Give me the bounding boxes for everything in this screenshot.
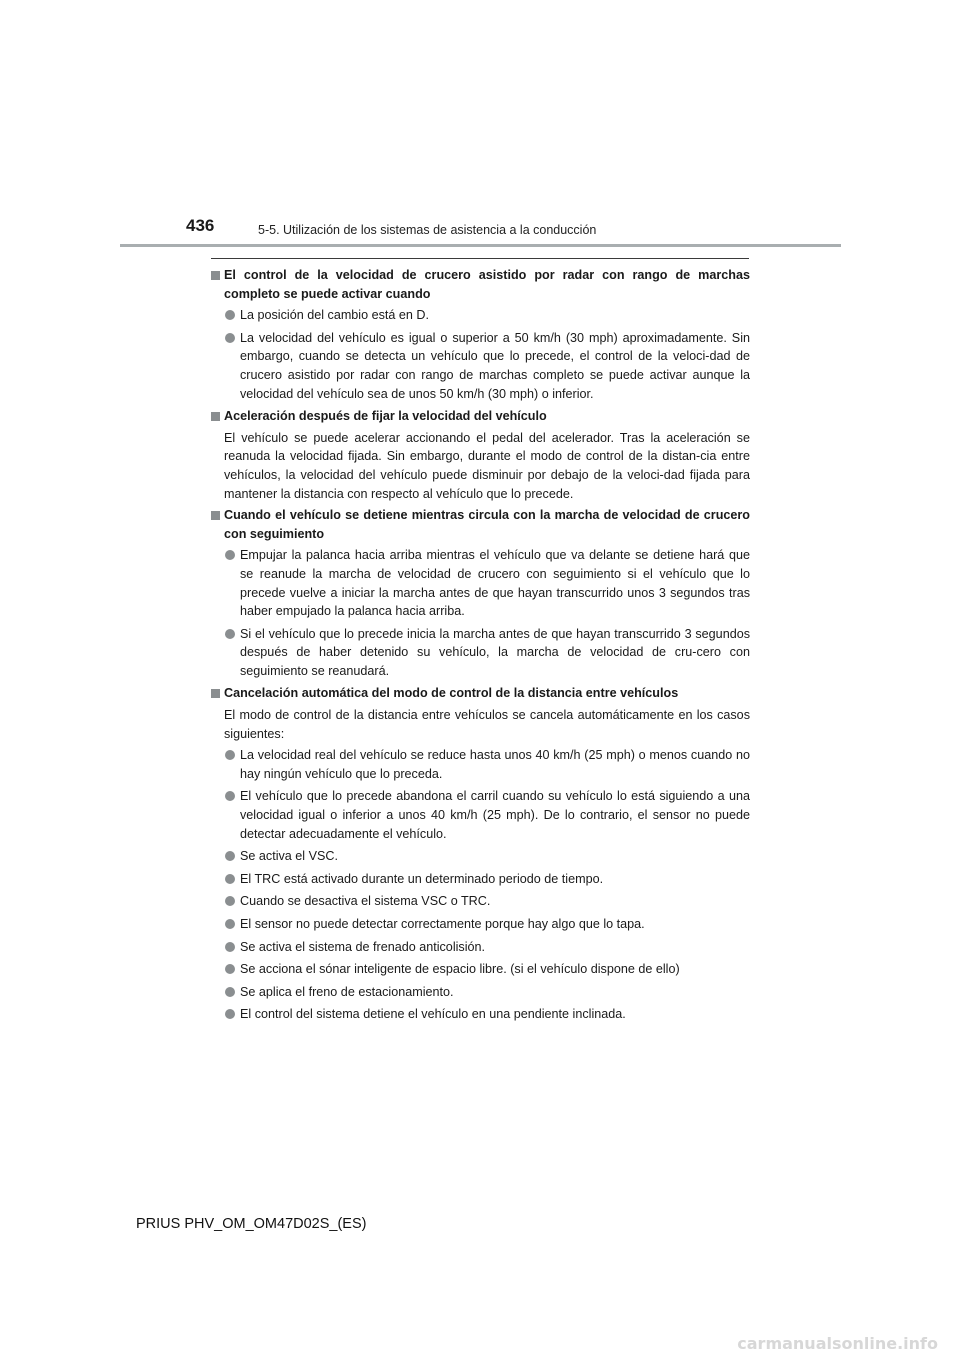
list-item-text: La velocidad real del vehículo se reduce hasta unos 40 km/h (25 mph) o menos cuando no hay ningún vehículo que lo preceda. [240, 748, 750, 781]
circle-bullet-icon [225, 1009, 235, 1019]
square-bullet-icon [211, 271, 220, 280]
list-item [210, 960, 750, 979]
list-item [210, 625, 750, 681]
section-title-text: Aceleración después de fijar la velocidad del vehículo [224, 409, 547, 424]
list-item-text: Se activa el VSC. [240, 849, 338, 864]
circle-bullet-icon [225, 987, 235, 997]
section-title [210, 506, 750, 543]
list-item [210, 746, 750, 783]
list-item-text: El sensor no puede detectar correctamente porque hay algo que lo tapa. [240, 917, 645, 931]
page-number: 436 [186, 216, 215, 235]
content-rule [211, 258, 749, 259]
list-item [210, 787, 750, 843]
list-item-text: Cuando se desactiva el sistema VSC o TRC. [240, 894, 491, 909]
content [210, 266, 750, 1028]
section-activation [210, 266, 750, 403]
list-item-text: La velocidad del vehículo es igual o superior a 50 km/h (30 mph) aproximadamente. Sin embargo, cuando se detecta un vehículo que lo precede, el control de la veloci-dad de crucero asistido por radar con rango de marchas completo se puede activar aunque la velocidad del vehículo sea de unos 50 km/h (30 mph) o inferior. [240, 330, 750, 401]
list-item-text: El TRC está activado durante un determinado periodo de tiempo. [240, 871, 604, 886]
watermark: carmanualsonline.info [737, 1334, 938, 1353]
list-item [210, 892, 750, 911]
section-title-text: Cancelación automática del modo de control de la distancia entre vehículos [224, 686, 679, 701]
paragraph: El vehículo se puede acelerar accionando el pedal del acelerador. Tras la aceleración se reanuda la velocidad fijada. Sin embargo, durante el modo de control de la distan-cia entre vehículos, la velocidad del vehículo puede disminuir por debajo de la veloci-dad fijada para mantener la distancia con respecto al vehículo que lo precede. [224, 430, 750, 501]
list-item [210, 847, 750, 866]
list-item-text: Si el vehículo que lo precede inicia la marcha antes de que hayan transcurrido 3 segundos después de haber detenido su vehículo, la marcha de velocidad de cru-cero con seguimiento se reanudará. [240, 626, 750, 678]
list-item [210, 1005, 750, 1024]
square-bullet-icon [211, 689, 220, 698]
circle-bullet-icon [225, 964, 235, 974]
list-item [210, 546, 750, 620]
circle-bullet-icon [225, 310, 235, 320]
circle-bullet-icon [225, 851, 235, 861]
list-item [210, 938, 750, 957]
circle-bullet-icon [225, 629, 235, 639]
list-item-text: Empujar la palanca hacia arriba mientras el vehículo que va delante se detiene hará que se reanude la marcha de velocidad de crucero con seguimiento si el vehículo que lo precede vuelve a iniciar la marcha antes de que hayan transcurrido unos 3 segundos tras haber empujado la palanca hacia arriba. [240, 548, 750, 619]
list-item-text: Se aplica el freno de estacionamiento. [240, 984, 454, 999]
square-bullet-icon [211, 511, 220, 520]
list-item-text: Se acciona el sónar inteligente de espacio libre. (si el vehículo dispone de ello) [240, 962, 680, 977]
list-item-text: La posición del cambio está en D. [240, 308, 430, 323]
section-title-text: El control de la velocidad de crucero asistido por radar con rango de marchas completo se puede activar cuando [224, 268, 750, 301]
header-rule [120, 244, 841, 247]
list-item-text: El vehículo que lo precede abandona el carril cuando su vehículo lo está siguiendo a una velocidad igual o inferior a unos 40 km/h (25 mph). De lo contrario, el sensor no puede detectar adecuadamente el vehículo. [240, 789, 750, 841]
list-item [210, 329, 750, 403]
list-item-text: Se activa el sistema de frenado anticolisión. [240, 939, 486, 954]
circle-bullet-icon [225, 919, 235, 929]
circle-bullet-icon [225, 750, 235, 760]
square-bullet-icon [211, 412, 220, 421]
circle-bullet-icon [225, 874, 235, 884]
footer-doc-id: PRIUS PHV_OM_OM47D02S_(ES) [136, 1216, 367, 1232]
list-item [210, 983, 750, 1002]
list-item-text: El control del sistema detiene el vehículo en una pendiente inclinada. [240, 1007, 626, 1022]
circle-bullet-icon [225, 550, 235, 560]
circle-bullet-icon [225, 942, 235, 952]
section-cancellation [210, 684, 750, 1024]
list-item [210, 915, 750, 934]
list-item [210, 870, 750, 889]
section-title-text: Cuando el vehículo se detiene mientras circula con la marcha de velocidad de crucero con seguimiento [224, 508, 750, 541]
circle-bullet-icon [225, 333, 235, 343]
list-item [210, 306, 750, 325]
section-acceleration [210, 407, 750, 503]
section-title [210, 407, 750, 426]
section-title [210, 684, 750, 703]
section-header: 5-5. Utilización de los sistemas de asistencia a la conducción [258, 223, 597, 237]
section-stop [210, 506, 750, 680]
paragraph: El modo de control de la distancia entre vehículos se cancela automáticamente en los casos siguientes: [224, 708, 750, 741]
circle-bullet-icon [225, 791, 235, 801]
circle-bullet-icon [225, 896, 235, 906]
section-title [210, 266, 750, 303]
